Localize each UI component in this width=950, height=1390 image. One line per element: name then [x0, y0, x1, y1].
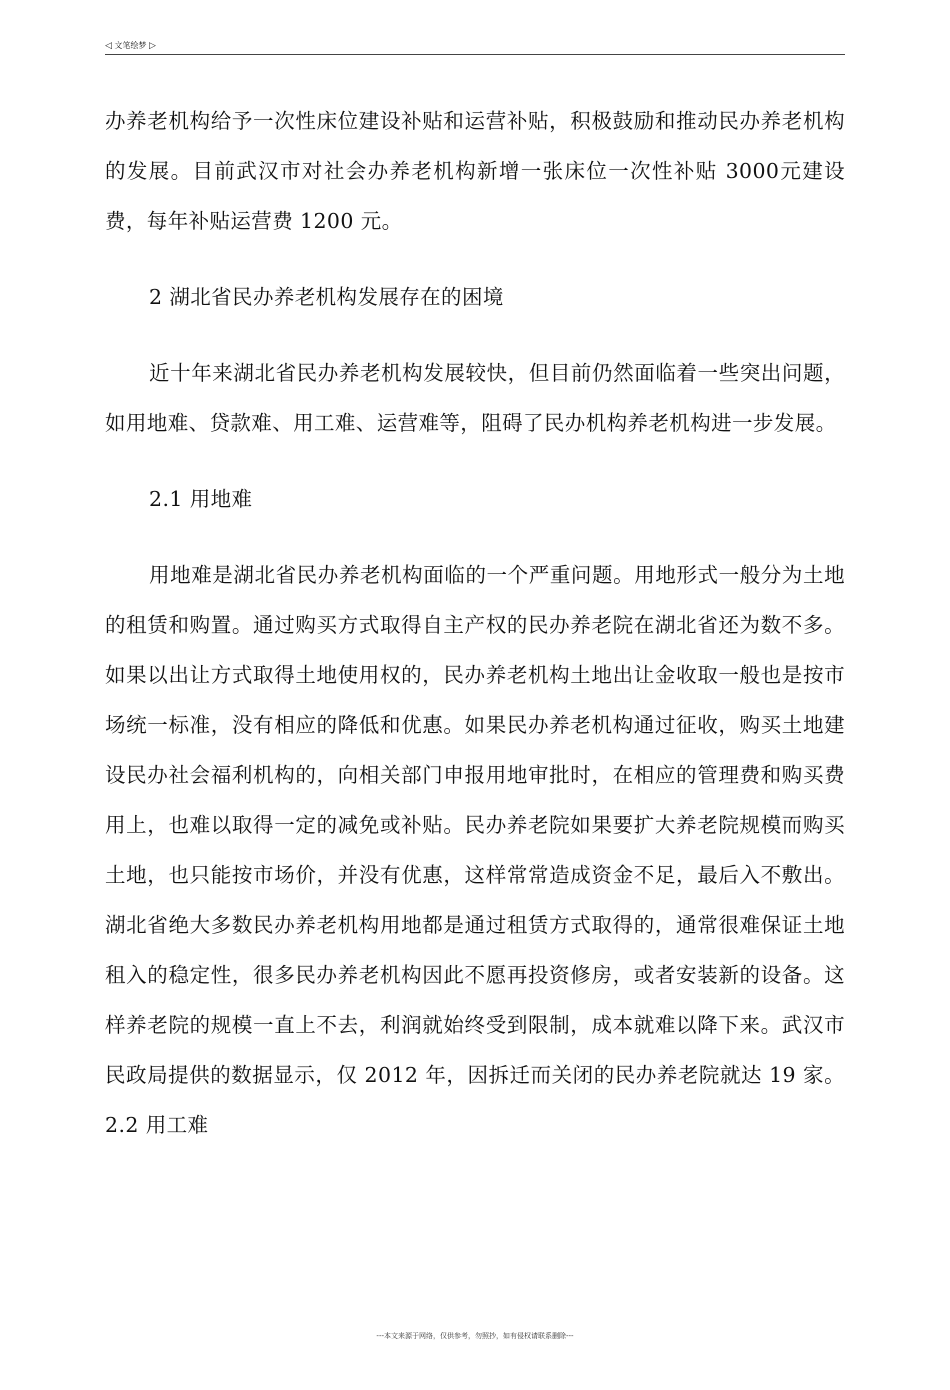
right-triangle-icon: ▷ — [149, 41, 156, 51]
header-title: 文笔绘梦 — [114, 41, 147, 50]
paragraph-land-use: 用地难是湖北省民办养老机构面临的一个严重问题。用地形式一般分为土地的租赁和购置。通过购买方式取得自主产权的民办养老院在湖北省还为数不多。如果以出让方式取得土地使用权的，民办养老机构土地出让金收取一般也是按市场统一标准，没有相应的降低和优惠。如果民办养老机构通过征收，购买土地建设民办社会福利机构的，向相关部门申报用地审批时，在相应的管理费和购买费用上，也难以取得一定的减免或补贴。民办养老院如果要扩大养老院规模而购买土地，也只能按市场价，并没有优惠，这样常常造成资金不足，最后入不敷出。湖北省绝大多数民办养老机构用地都是通过租赁方式取得的，通常很难保证土地租入的稳定性，很多民办养老机构因此不愿再投资修房，或者安装新的设备。这样养老院的规模一直上不去，利润就始终受到限制，成本就难以降下来。武汉市民政局提供的数据显示，仅 2012 年，因拆迁而关闭的民办养老院就达 19 家。2.2 用工难 — [105, 563, 845, 1137]
left-triangle-icon: ◁ — [105, 41, 112, 51]
page-footer: ---本文来源于网络，仅供参考，勿照抄，如有侵权请联系删除--- — [376, 1332, 574, 1340]
paragraph-difficulties: 近十年来湖北省民办养老机构发展较快，但目前仍然面临着一些突出问题，如用地难、贷款难、用工难、运营难等，阻碍了民办机构养老机构进一步发展。 — [105, 361, 845, 435]
page-header — [105, 40, 845, 55]
section-heading-2-1: 2.1 用地难 — [149, 487, 253, 511]
paragraph-subsidy: 办养老机构给予一次性床位建设补贴和运营补贴，积极鼓励和推动民办养老机构的发展。目前武汉市对社会办养老机构新增一张床位一次性补贴 3000元建设费，每年补贴运营费 1200 元。 — [105, 109, 845, 233]
document-body — [105, 96, 845, 1150]
section-heading-2: 2 湖北省民办养老机构发展存在的困境 — [149, 285, 504, 309]
